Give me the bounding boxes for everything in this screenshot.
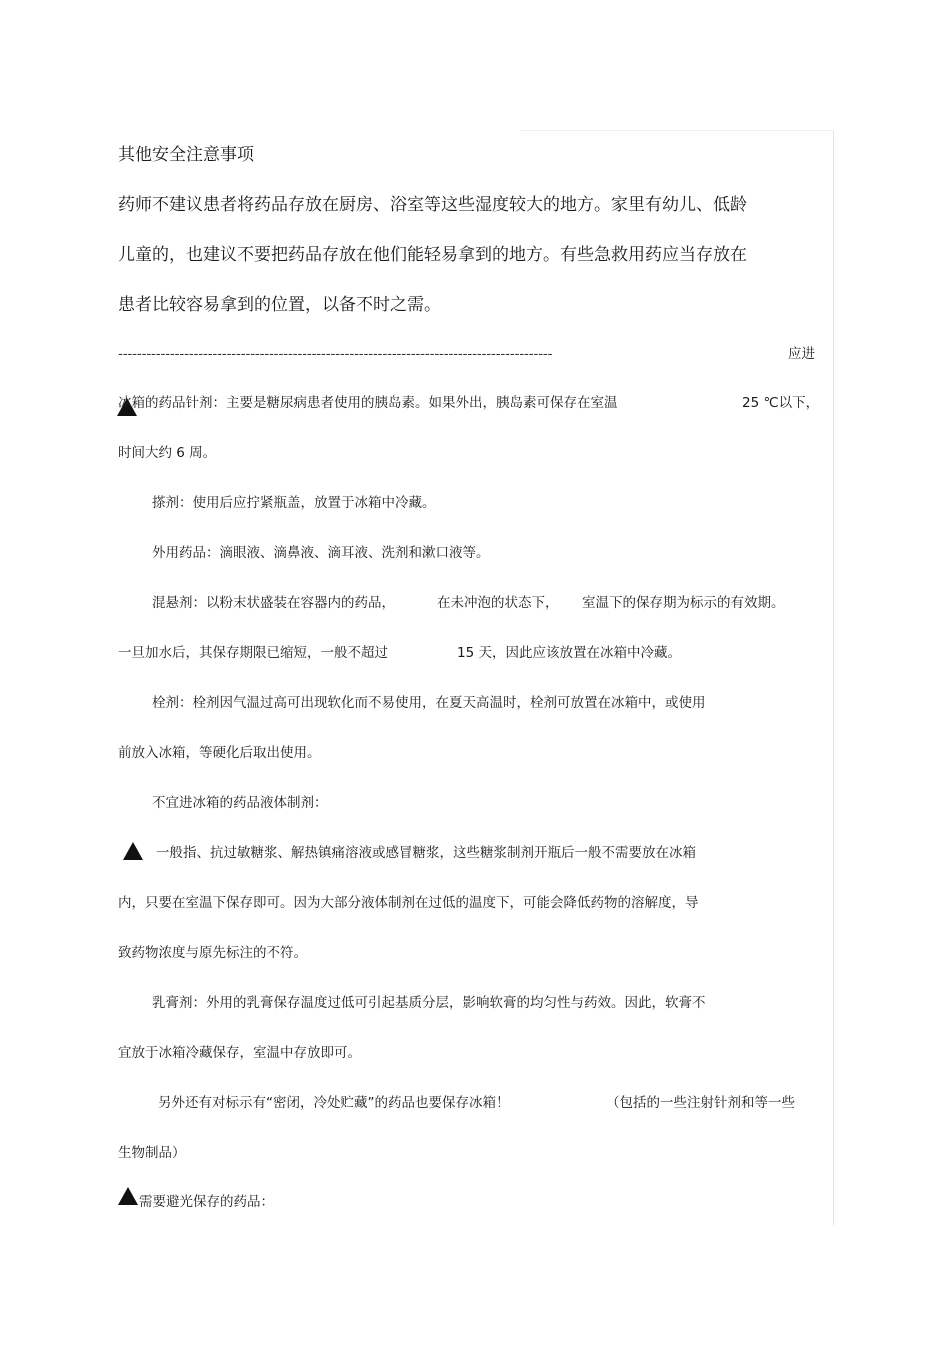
suspension-text-b: 在未冲泡的状态下， xyxy=(437,595,559,611)
suspension-line2-a: 一旦加水后，其保存期限已缩短，一般不超过 xyxy=(118,645,388,661)
sealed-storage-text: 另外还有对标示有“密闭，冷处贮藏”的药品也要保存冰箱！ xyxy=(158,1095,510,1111)
injection-text: 冰箱的药品针剂：主要是糖尿病患者使用的胰岛素。如果外出，胰岛素可保存在室温 xyxy=(118,395,618,411)
suppository-line-1: 栓剂：栓剂因气温过高可出现软化而不易使用，在夏天高温时，栓剂可放置在冰箱中，或使用 xyxy=(152,695,706,711)
syrup-line-2: 内，只要在室温下保存即可。因为大部分液体制剂在过低的温度下，可能会降低药物的溶解度，导 xyxy=(118,895,699,911)
external-meds-text: 外用药品：滴眼液、滴鼻液、滴耳液、洗剂和漱口液等。 xyxy=(152,545,490,561)
suspension-text-c: 室温下的保存期为标示的有效期。 xyxy=(582,595,785,611)
intro-line-3: 患者比较容易拿到的位置，以备不时之需。 xyxy=(118,295,441,315)
syrup-line-1: 一般指、抗过敏糖浆、解热镇痛溶液或感冒糖浆，这些糖浆制剂开瓶后一般不需要放在冰箱 xyxy=(156,845,696,861)
section-title: 其他安全注意事项 xyxy=(118,145,254,165)
intro-line-2: 儿童的，也建议不要把药品存放在他们能轻易拿到的地方。有些急救用药应当存放在 xyxy=(118,245,747,265)
intro-line-1: 药师不建议患者将药品存放在厨房、浴室等这些湿度较大的地方。家里有幼儿、低龄 xyxy=(118,195,747,215)
cream-line-1: 乳膏剂：外用的乳膏保存温度过低可引起基质分层，影响软膏的均匀性与药效。因此，软膏不 xyxy=(152,995,706,1011)
suspension-line2-b: 15 天，因此应该放置在冰箱中冷藏。 xyxy=(457,645,681,661)
triangle-bullet-icon xyxy=(123,842,143,860)
not-fridge-heading: 不宜进冰箱的药品液体制剂： xyxy=(152,795,328,811)
injection-duration: 时间大约 6 周。 xyxy=(118,445,217,461)
sealed-storage-note: （包括的一些注射针剂和等一些 xyxy=(606,1095,795,1111)
divider-dashes: -------------------------------------------------------------------------------------------- xyxy=(118,346,553,362)
divider-right-text: 应进 xyxy=(788,346,815,362)
page-border-right xyxy=(833,130,834,1225)
suspension-text-a: 混悬剂：以粉末状盛装在容器内的药品， xyxy=(152,595,395,611)
triangle-bullet-icon xyxy=(118,1187,138,1205)
suppository-line-2: 前放入冰箱，等硬化后取出使用。 xyxy=(118,745,321,761)
syrup-line-3: 致药物浓度与原先标注的不符。 xyxy=(118,945,307,961)
injection-temp: 25 ℃以下， xyxy=(742,395,820,411)
sealed-storage-line-2: 生物制品） xyxy=(118,1145,186,1161)
liniment-text: 搽剂：使用后应拧紧瓶盖，放置于冰箱中冷藏。 xyxy=(152,495,436,511)
cream-line-2: 宜放于冰箱冷藏保存，室温中存放即可。 xyxy=(118,1045,361,1061)
page-border-top xyxy=(520,130,834,131)
light-protection-heading: 需要避光保存的药品： xyxy=(139,1194,274,1210)
